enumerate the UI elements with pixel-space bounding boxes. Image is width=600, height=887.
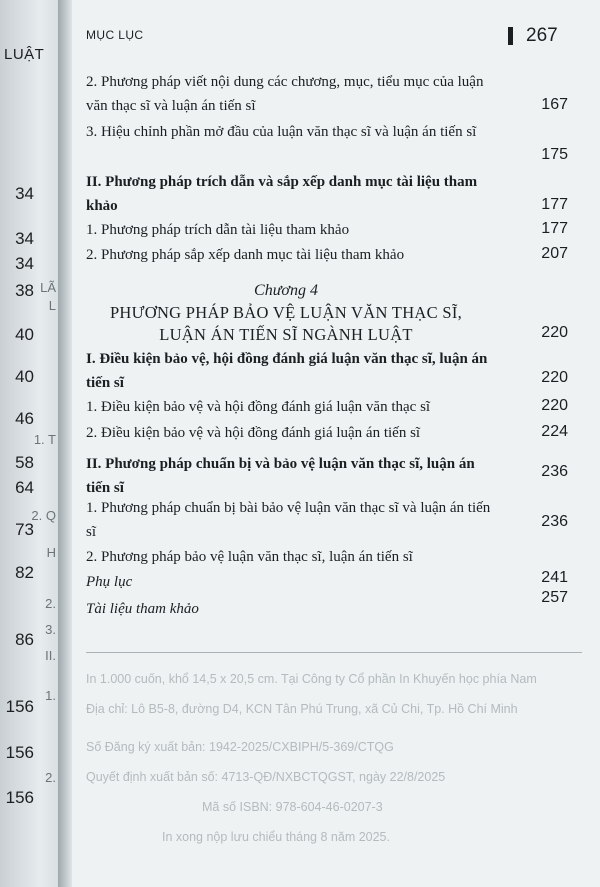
toc-entry-page: 257 <box>541 589 568 606</box>
toc-entry-title: 2. Phương pháp sắp xếp danh mục tài liệu tham khảo <box>86 247 405 263</box>
toc-entry-title: Phụ lục <box>86 574 133 590</box>
left-page-fragment: LÃ <box>40 280 56 295</box>
left-page-header: LUẬT <box>4 46 45 63</box>
toc-entry-title: 2. Phương pháp viết nội dung các chương, mục, tiểu mục của luận văn thạc sĩ và luận án tiến sĩ <box>86 74 484 114</box>
toc-entry-title: 3. Hiệu chỉnh phần mở đầu của luận văn thạc sĩ và luận án tiến sĩ <box>86 124 477 140</box>
toc-entry-title: 1. Điều kiện bảo vệ và hội đồng đánh giá luận văn thạc sĩ <box>86 399 431 415</box>
toc-entry-title: Tài liệu tham khảo <box>86 601 199 617</box>
header-bar-mark <box>508 27 513 45</box>
left-page-fragment: II. <box>45 648 56 663</box>
toc-entry-page: 175 <box>541 146 568 163</box>
section-label: MỤC LỤC <box>86 28 144 42</box>
left-page-number: 40 <box>15 325 34 344</box>
left-page-number: 58 <box>15 453 34 472</box>
toc-entry-title: 1. Phương pháp trích dẫn tài liệu tham khảo <box>86 222 350 238</box>
imprint-line: Quyết định xuất bản số: 4713-QĐ/NXBCTQGST, ngày 22/8/2025 <box>86 770 446 784</box>
running-header <box>86 14 590 44</box>
left-page-number: 34 <box>15 184 34 203</box>
chapter-title: PHƯƠNG PHÁP BẢO VỆ LUẬN VĂN THẠC SĨ, LUẬN ÁN TIẾN SĨ NGÀNH LUẬT <box>109 303 463 344</box>
toc-entry-title: 1. Phương pháp chuẩn bị bài bảo vệ luận văn thạc sĩ và luận án tiến sĩ <box>86 500 491 540</box>
left-page-number: 82 <box>15 563 34 582</box>
left-page-fragment: 1. T <box>33 432 56 447</box>
imprint-line: In xong nộp lưu chiểu tháng 8 năm 2025. <box>162 830 390 844</box>
left-facing-page <box>0 0 58 887</box>
toc-entry-page: 236 <box>541 463 568 480</box>
left-page-number: 73 <box>15 520 34 539</box>
toc-entry-page: 177 <box>541 220 568 237</box>
left-page-fragment: 1. <box>45 688 56 703</box>
left-page-fragment: H <box>46 545 56 560</box>
toc-entry-page: 224 <box>541 423 568 440</box>
left-page-fragment: 2. <box>45 770 56 785</box>
toc-entry-title: II. Phương pháp trích dẫn và sắp xếp danh mục tài liệu tham khảo <box>86 174 478 214</box>
toc-entry-page: 177 <box>541 196 568 213</box>
toc-entry-page: 207 <box>541 245 568 262</box>
right-page <box>72 0 600 887</box>
imprint-line: Mã số ISBN: 978-604-46-0207-3 <box>202 800 383 814</box>
imprint-line: In 1.000 cuốn, khổ 14,5 x 20,5 cm. Tại Công ty Cổ phần In Khuyến học phía Nam <box>86 672 537 686</box>
left-page-fragment: 2. Q <box>31 508 56 523</box>
imprint-line: Số Đăng ký xuất bản: 1942-2025/CXBIPH/5-369/CTQG <box>86 740 394 754</box>
chapter-label: Chương 4 <box>254 282 318 299</box>
left-page-number: 156 <box>5 697 34 716</box>
left-page-fragment: 2. <box>45 596 56 611</box>
left-page-fragment: L <box>48 298 56 313</box>
left-page-number: 156 <box>5 743 34 762</box>
left-page-number: 156 <box>5 788 34 807</box>
toc-entry-page: 241 <box>541 569 568 586</box>
left-page-number: 40 <box>15 367 34 386</box>
left-page-fragment: 3. <box>45 622 56 637</box>
imprint-line: Địa chỉ: Lô B5-8, đường D4, KCN Tân Phú Trung, xã Củ Chi, Tp. Hồ Chí Minh <box>86 702 518 716</box>
toc-entry-page: 220 <box>541 397 568 414</box>
toc-entry-title: II. Phương pháp chuẩn bị và bảo vệ luận văn thạc sĩ, luận án tiến sĩ <box>86 456 475 496</box>
imprint-divider <box>86 652 582 653</box>
left-page-number: 64 <box>15 478 34 497</box>
left-page-number: 38 <box>15 281 34 300</box>
toc-entry-page: 167 <box>541 96 568 113</box>
left-page-number: 34 <box>15 254 34 273</box>
toc-entry-title: 2. Phương pháp bảo vệ luận văn thạc sĩ, luận án tiến sĩ <box>86 549 413 565</box>
left-page-number: 86 <box>15 630 34 649</box>
toc-entry-page: 236 <box>541 513 568 530</box>
left-page-number: 34 <box>15 229 34 248</box>
toc-entry-page: 220 <box>541 369 568 386</box>
toc-entry-page: 220 <box>541 324 568 341</box>
book-gutter <box>58 0 72 887</box>
toc-entry-title: I. Điều kiện bảo vệ, hội đồng đánh giá luận văn thạc sĩ, luận án tiến sĩ <box>86 351 488 391</box>
page-number: 267 <box>526 25 558 46</box>
left-page-number: 46 <box>15 409 34 428</box>
toc-entry-title: 2. Điều kiện bảo vệ và hội đồng đánh giá luận án tiến sĩ <box>86 425 421 441</box>
